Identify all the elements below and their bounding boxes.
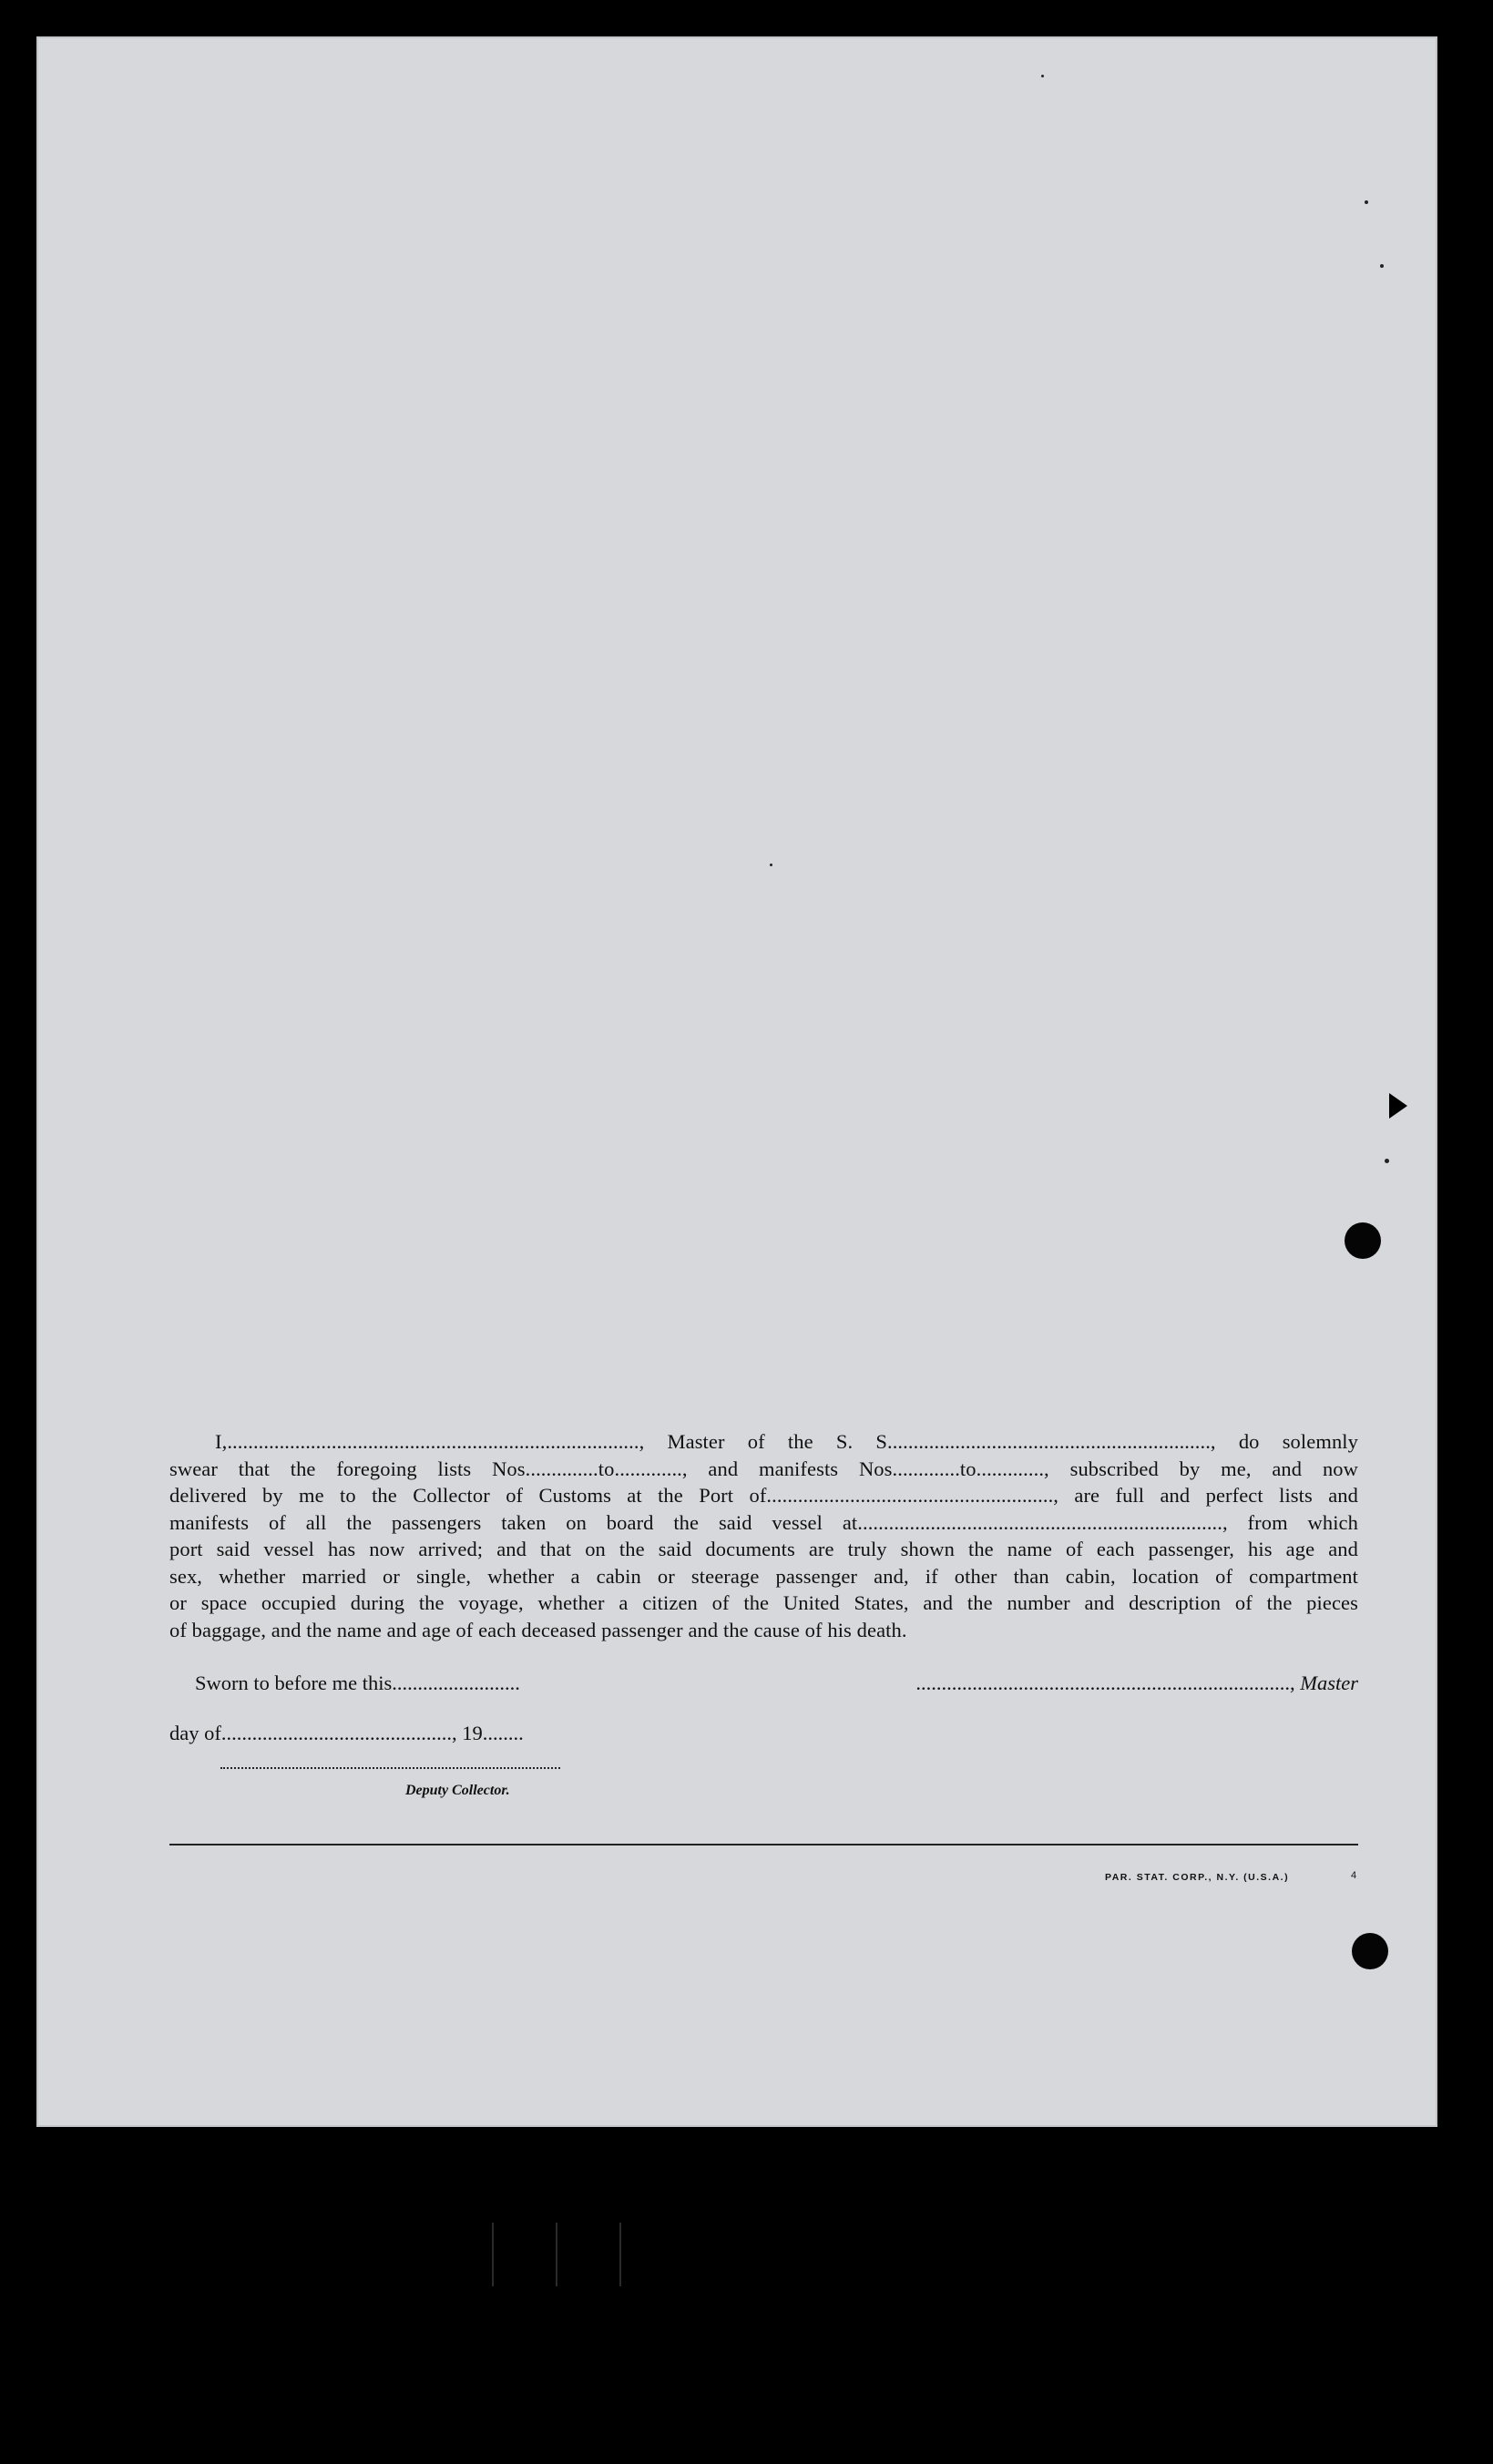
paper-speck bbox=[1380, 264, 1384, 268]
footer-rule bbox=[169, 1844, 1358, 1845]
master-signature-field bbox=[852, 1672, 1358, 1695]
scan-streak bbox=[556, 2223, 557, 2286]
paper-speck bbox=[1041, 75, 1044, 77]
sworn-before-field: Sworn to before me this......................... bbox=[195, 1672, 520, 1694]
paper-speck bbox=[770, 864, 772, 866]
oath-line: delivered by me to the Collector of Customs at the Port of......................................................., are full and perfect lists and bbox=[169, 1484, 1358, 1507]
master-oath-paragraph bbox=[169, 1428, 1358, 1643]
punch-hole bbox=[1345, 1222, 1381, 1259]
tab-marker-icon bbox=[1389, 1093, 1407, 1119]
deputy-signature-line bbox=[220, 1767, 560, 1769]
oath-line: I,..............................................................................., Master of the S. S.............................................................., do solemnly bbox=[215, 1430, 1358, 1453]
paper-speck bbox=[1365, 200, 1368, 204]
day-of-field: day of............................................., 19........ bbox=[169, 1722, 524, 1744]
oath-line: swear that the foregoing lists Nos..............to............., and manifests Nos.............to............., subscribed by me, and now bbox=[169, 1457, 1358, 1480]
oath-line: or space occupied during the voyage, whether a citizen of the United States, and the number and description of the pieces bbox=[169, 1591, 1358, 1614]
paper-speck bbox=[1385, 1159, 1389, 1163]
printer-imprint: PAR. STAT. CORP., N.Y. (U.S.A.) bbox=[1105, 1872, 1290, 1883]
oath-line: manifests of all the passengers taken on board the said vessel at......................................................................, from which bbox=[169, 1510, 1358, 1534]
scan-streak bbox=[619, 2223, 621, 2286]
form-number: 4 bbox=[1351, 1870, 1357, 1881]
oath-line: of baggage, and the name and age of each deceased passenger and the cause of his death. bbox=[169, 1618, 907, 1641]
punch-hole bbox=[1352, 1933, 1388, 1969]
deputy-collector-label: Deputy Collector. bbox=[405, 1783, 510, 1798]
scan-streak bbox=[492, 2223, 494, 2286]
oath-line: port said vessel has now arrived; and that on the said documents are truly shown the name of each passenger, his age and bbox=[169, 1538, 1358, 1560]
master-signature-dots: ........................................................................., bbox=[915, 1672, 1295, 1694]
master-label: Master bbox=[1300, 1672, 1358, 1694]
oath-line: sex, whether married or single, whether a cabin or steerage passenger and, if other than cabin, location of compartment bbox=[169, 1564, 1358, 1588]
document-page bbox=[36, 36, 1437, 2127]
